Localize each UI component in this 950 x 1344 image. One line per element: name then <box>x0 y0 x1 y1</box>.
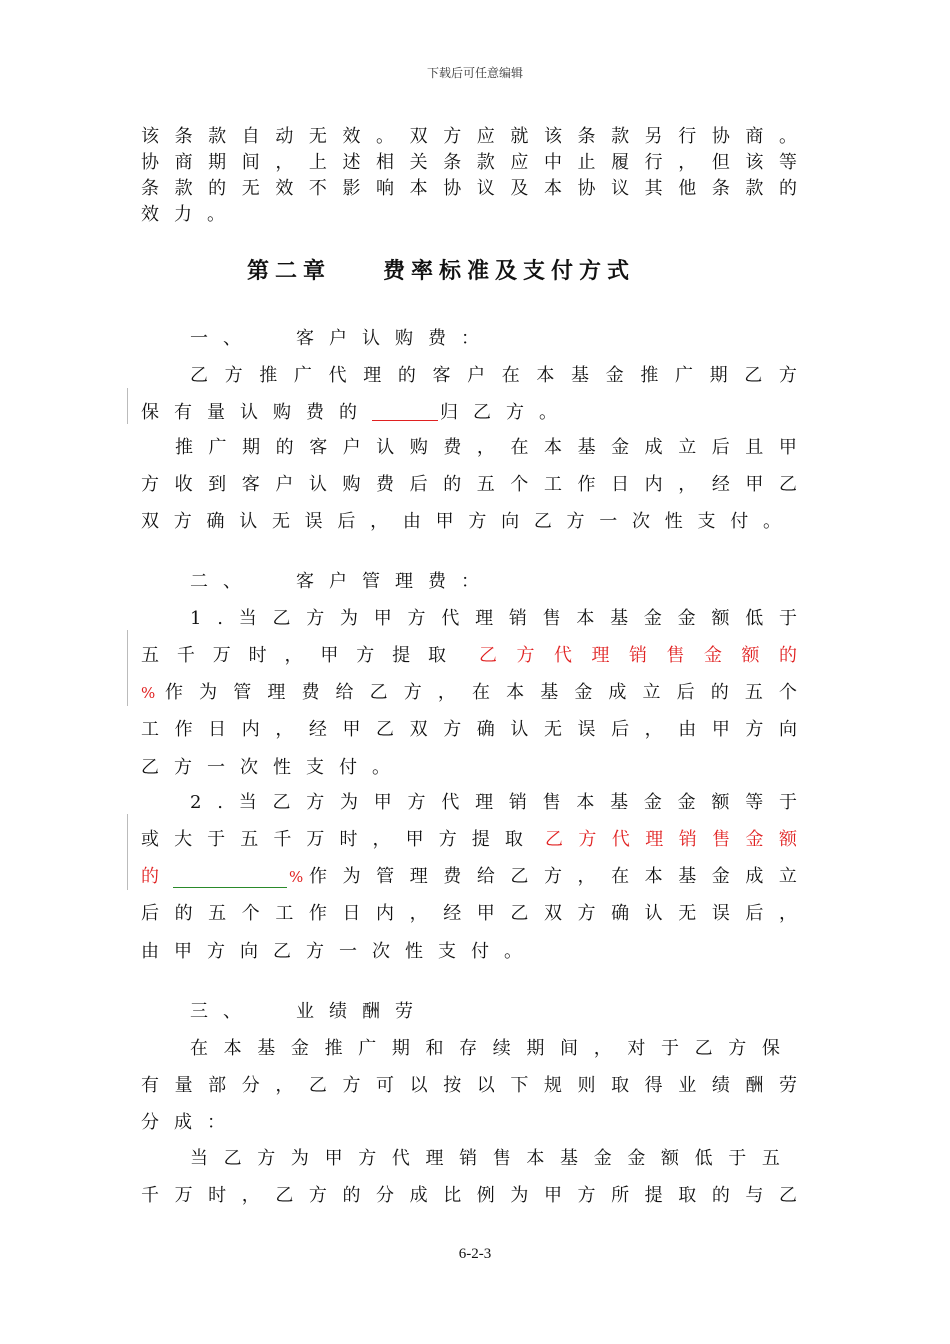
paragraph-line <box>141 645 797 667</box>
highlighted-text: 乙 方 代 理 销 售 金 额 的 <box>479 645 797 666</box>
paragraph-line: 后 的 五 个 工 作 日 内 ， 经 甲 乙 双 方 确 认 无 误 后 ， <box>141 903 797 924</box>
paragraph-line: 2 . 当 乙 方 为 甲 方 代 理 销 售 本 基 金 金 额 等 于 <box>190 792 797 813</box>
blank-field <box>173 869 287 888</box>
paragraph-line: 双 方 确 认 无 误 后 ， 由 甲 方 向 乙 方 一 次 性 支 付 。 <box>141 511 781 532</box>
paragraph-line: 在 本 基 金 推 广 期 和 存 续 期 间 ， 对 于 乙 方 保 <box>190 1038 780 1059</box>
chapter-heading <box>247 254 635 285</box>
text-segment: 归乙方。 <box>440 402 572 423</box>
text-segment: 保有量认购费的 <box>141 402 372 423</box>
paragraph-line: 1 . 当 乙 方 为 甲 方 代 理 销 售 本 基 金 金 额 低 于 <box>190 608 797 629</box>
section-number: 一、 <box>190 328 256 349</box>
paragraph-line: 乙方一次性支付。 <box>141 757 405 778</box>
text-segment: 作 为 管 理 费 给 乙 方 ， 在 本 基 金 成 立 <box>309 866 797 887</box>
paragraph-line <box>141 866 797 888</box>
paragraph-line: 工 作 日 内 ， 经 甲 乙 双 方 确 认 无 误 后 ， 由 甲 方 向 <box>141 719 797 740</box>
section-title: 客户管理费： <box>296 571 494 592</box>
paragraph-line: 有 量 部 分 ， 乙 方 可 以 按 以 下 规 则 取 得 业 绩 酬 劳 <box>141 1075 797 1096</box>
percent-sign: % <box>289 868 304 886</box>
section-title: 客户认购费： <box>296 328 494 349</box>
intro-line: 条 款 的 无 效 不 影 响 本 协 议 及 本 协 议 其 他 条 款 的 <box>141 178 797 199</box>
text-segment: 五 千 万 时 ， 甲 方 提 取 <box>141 645 446 666</box>
page-header: 下载后可任意编辑 <box>426 66 523 80</box>
chapter-number: 第二章 <box>247 259 332 284</box>
intro-line: 该 条 款 自 动 无 效 。 双 方 应 就 该 条 款 另 行 协 商 。 <box>141 126 797 147</box>
paragraph-line: 分成： <box>141 1112 240 1133</box>
highlighted-text: 的 <box>141 866 159 887</box>
section-title: 业绩酬劳 <box>296 1001 428 1022</box>
paragraph-line <box>141 829 797 851</box>
text-segment: 或 大 于 五 千 万 时 ， 甲 方 提 取 <box>141 829 523 850</box>
section-number: 二、 <box>190 571 256 592</box>
paragraph-line: 方 收 到 客 户 认 购 费 后 的 五 个 工 作 日 内 ， 经 甲 乙 <box>141 474 797 495</box>
paragraph-line: 千 万 时 ， 乙 方 的 分 成 比 例 为 甲 方 所 提 取 的 与 乙 <box>141 1185 797 1206</box>
percent-sign: % <box>141 684 156 702</box>
intro-line: 效力。 <box>141 204 240 225</box>
page-number: 6-2-3 <box>458 1246 492 1262</box>
revision-mark <box>127 814 128 890</box>
paragraph-line: 推 广 期 的 客 户 认 购 费 ， 在 本 基 金 成 立 后 且 甲 <box>175 437 797 458</box>
section-heading <box>190 1001 428 1023</box>
section-heading <box>190 328 494 350</box>
paragraph-line: 乙 方 推 广 代 理 的 客 户 在 本 基 金 推 广 期 乙 方 <box>190 365 797 386</box>
revision-mark <box>127 630 128 706</box>
paragraph-line: 由甲方向乙方一次性支付。 <box>141 941 537 962</box>
chapter-title: 费率标准及支付方式 <box>383 259 636 284</box>
highlighted-text: 乙 方 代 理 销 售 金 额 <box>545 829 797 850</box>
paragraph-line: 当 乙 方 为 甲 方 代 理 销 售 本 基 金 金 额 低 于 五 <box>190 1148 780 1169</box>
intro-line: 协 商 期 间 ， 上 述 相 关 条 款 应 中 止 履 行 ， 但 该 等 <box>141 152 797 173</box>
section-number: 三、 <box>190 1001 256 1022</box>
paragraph-line <box>141 402 572 424</box>
blank-field <box>372 402 438 421</box>
section-heading <box>190 571 494 593</box>
text-segment: 作 为 管 理 费 给 乙 方 ， 在 本 基 金 成 立 后 的 五 个 <box>165 682 797 703</box>
paragraph-line <box>141 682 797 704</box>
revision-mark <box>127 388 128 424</box>
